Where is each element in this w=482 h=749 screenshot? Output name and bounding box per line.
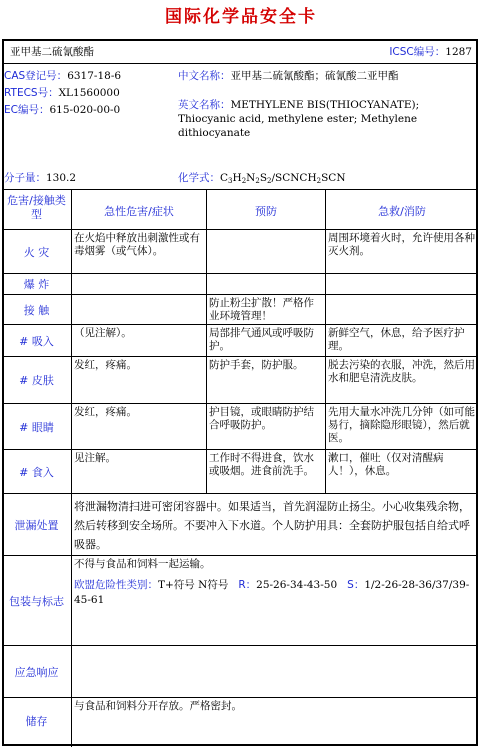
divider <box>2 645 478 646</box>
packaging-label: 包装与标志 <box>9 594 64 608</box>
contact-prevention: 防止粉尘扩散！严格作业环境管理！ <box>209 297 314 322</box>
divider <box>2 229 478 230</box>
formula-label: 化学式： <box>178 172 220 184</box>
storage-label: 储存 <box>25 715 48 728</box>
col-header-firstaid: 急救/消防 <box>378 205 426 218</box>
divider <box>2 697 478 698</box>
eyes-firstaid: 先用大量水冲洗几分钟（如可能易行，摘除隐形眼镜），然后就医。 <box>328 406 475 444</box>
icsc-value: 1287 <box>445 46 472 58</box>
divider <box>2 324 478 325</box>
row-label-inhalation: # 吸入 <box>19 334 54 348</box>
spill-label: 泄漏处置 <box>14 518 59 532</box>
skin-prevention: 防护手套，防护服。 <box>209 359 304 371</box>
chemical-name: 亚甲基二硫氰酸酯 <box>10 46 94 58</box>
spill-text: 将泄漏物清扫进可密闭容器中。如果适当，首先润湿防止扬尘。小心收集残余物，然后转移到安全场所。不要冲入下水道。个人防护用具：全套防护服包括自给式呼吸器。 <box>74 500 470 551</box>
eyes-hazard: 发红，疼痛。 <box>74 406 137 418</box>
ec-value: 615-020-00-0 <box>49 104 121 116</box>
page-title: 国际化学品安全卡 <box>165 7 317 27</box>
rtecs-label: RTECS号： <box>4 87 59 99</box>
packaging-classification <box>74 578 476 608</box>
divider <box>2 555 478 556</box>
cn-name-label: 中文名称： <box>178 70 231 82</box>
icsc-label: ICSC编号： <box>389 46 446 58</box>
fire-firstaid: 周围环境着火时，允许使用各种灭火剂。 <box>328 232 475 257</box>
row-label-skin: # 皮肤 <box>19 374 54 387</box>
divider <box>206 189 207 493</box>
divider <box>2 189 478 190</box>
s-label: S： <box>347 579 365 591</box>
divider <box>2 273 478 274</box>
divider <box>325 189 326 493</box>
eu-class-label: 欧盟危险性类别： <box>74 579 158 591</box>
row-label-explosion: 爆 炸 <box>23 278 50 291</box>
divider <box>2 493 478 494</box>
cas-label: CAS登记号： <box>4 70 68 82</box>
divider <box>2 356 478 357</box>
rtecs-value: XL1560000 <box>58 87 120 99</box>
skin-firstaid: 脱去污染的衣服，冲洗，然后用水和肥皂清洗皮肤。 <box>328 359 475 384</box>
row-label-fire: 火 灾 <box>23 245 50 259</box>
divider <box>2 294 478 295</box>
r-label: R： <box>238 579 257 591</box>
en-name-line3: dithiocyanate <box>178 127 251 139</box>
s-value: 1/2-26-28-36/37/39-45-61 <box>74 579 470 606</box>
row-label-contact: 接 触 <box>23 303 50 317</box>
formula: $C_3H_2N_2S_2/SCNCH_2SCN$ <box>220 172 346 185</box>
row-label-eyes: # 眼睛 <box>19 420 54 434</box>
r-value: 25-26-34-43-50 <box>256 579 338 591</box>
cas-value: 6317-18-6 <box>67 70 122 82</box>
en-name-value: METHYLENE BIS(THIOCYANATE); <box>230 99 420 111</box>
eyes-prevention: 护目镜，或眼睛防护结合呼吸防护。 <box>209 406 314 431</box>
divider <box>71 189 72 747</box>
ec-label: EC编号： <box>4 104 50 116</box>
packaging-line1: 不得与食品和饲料一起运输。 <box>74 558 211 570</box>
divider <box>2 63 478 64</box>
inhalation-firstaid: 新鲜空气，休息，给予医疗护理。 <box>328 327 465 352</box>
ingestion-firstaid: 漱口，催吐（仅对清醒病人！），休息。 <box>328 452 444 477</box>
mw-value: 130.2 <box>46 172 77 184</box>
skin-hazard: 发红，疼痛。 <box>74 359 137 371</box>
ingestion-hazard: 见注解。 <box>74 452 116 464</box>
fire-hazard: 在火焰中释放出刺激性或有毒烟雾（或气体）。 <box>74 232 200 257</box>
inhalation-hazard: （见注解）。 <box>74 327 132 339</box>
card-frame <box>2 39 478 746</box>
storage-text: 与食品和饲料分开存放。严格密封。 <box>74 700 242 712</box>
divider <box>2 403 478 404</box>
mw-label: 分子量： <box>4 172 46 184</box>
row-label-ingestion: # 食入 <box>19 465 54 479</box>
cn-name-value: 亚甲基二硫氰酸酯；硫氰酸二亚甲酯 <box>230 70 399 82</box>
en-name-label: 英文名称： <box>178 99 231 111</box>
emergency-label: 应急响应 <box>14 665 59 679</box>
col-header-prevention: 预防 <box>255 205 277 218</box>
eu-symbols: T+符号 N符号 <box>158 579 229 591</box>
inhalation-prevention: 局部排气通风或呼吸防护。 <box>209 327 314 352</box>
col-header-hazard: 急性危害/症状 <box>104 205 174 218</box>
divider <box>2 449 478 450</box>
col-header-type: 危害/接触类型 <box>7 194 66 221</box>
en-name-line2: Thiocyanic acid, methylene ester; Methylene <box>178 113 418 125</box>
ingestion-prevention: 工作时不得进食，饮水或吸烟。进食前洗手。 <box>209 452 314 477</box>
